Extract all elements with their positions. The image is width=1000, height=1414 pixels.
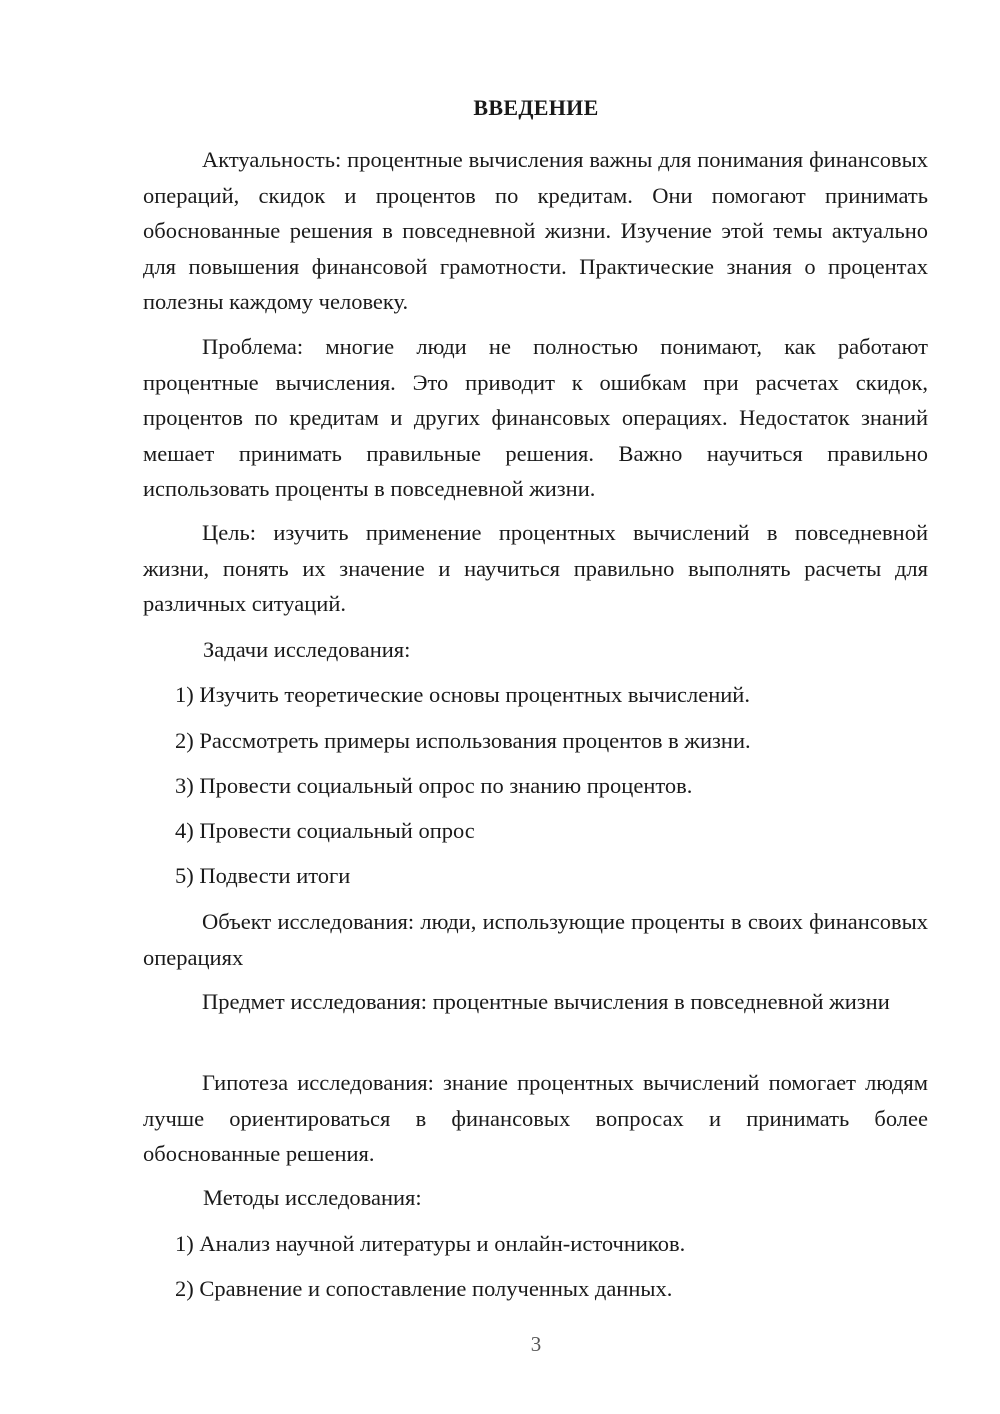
methods-heading: Методы исследования:	[203, 1185, 422, 1210]
problem-paragraph: Проблема: многие люди не полностью понимают, как работают процентные вычисления. Это приводит к ошибкам при расчетах скидок, процентов по кредитам и других финансовых операциях. Недостаток знаний мешает принимать правильные решения. Важно научиться правильно использовать проценты в повседневной жизни.	[143, 334, 928, 501]
page-number: 3	[530, 1332, 542, 1356]
method-item: 2) Сравнение и сопоставление полученных данных.	[175, 1276, 673, 1301]
relevance-paragraph: Актуальность: процентные вычисления важны для понимания финансовых операций, скидок и процентов по кредитам. Они помогают принимать обоснованные решения в повседневной жизни. Изучение этой темы актуально для повышения финансовой грамотности. Практические знания о процентах полезны каждому человеку.	[143, 147, 928, 314]
task-item: 2) Рассмотреть примеры использования процентов в жизни.	[175, 728, 751, 753]
task-item: 1) Изучить теоретические основы процентных вычислений.	[175, 682, 750, 707]
task-item: 4) Провести социальный опрос	[175, 818, 475, 843]
goal-paragraph: Цель: изучить применение процентных вычислений в повседневной жизни, понять их значение и научиться правильно выполнять расчеты для различных ситуаций.	[143, 520, 928, 616]
object-paragraph: Объект исследования: люди, использующие проценты в своих финансовых операциях	[143, 909, 928, 970]
task-item: 5) Подвести итоги	[175, 863, 351, 888]
method-item: 1) Анализ научной литературы и онлайн-источников.	[175, 1231, 686, 1256]
task-item: 3) Провести социальный опрос по знанию процентов.	[175, 773, 693, 798]
page-title: ВВЕДЕНИЕ	[473, 95, 599, 120]
hypothesis-paragraph: Гипотеза исследования: знание процентных вычислений помогает людям лучше ориентироваться в финансовых вопросах и принимать более обоснованные решения.	[143, 1070, 928, 1166]
subject-paragraph: Предмет исследования: процентные вычисления в повседневной жизни	[202, 989, 890, 1014]
tasks-heading: Задачи исследования:	[203, 637, 411, 662]
